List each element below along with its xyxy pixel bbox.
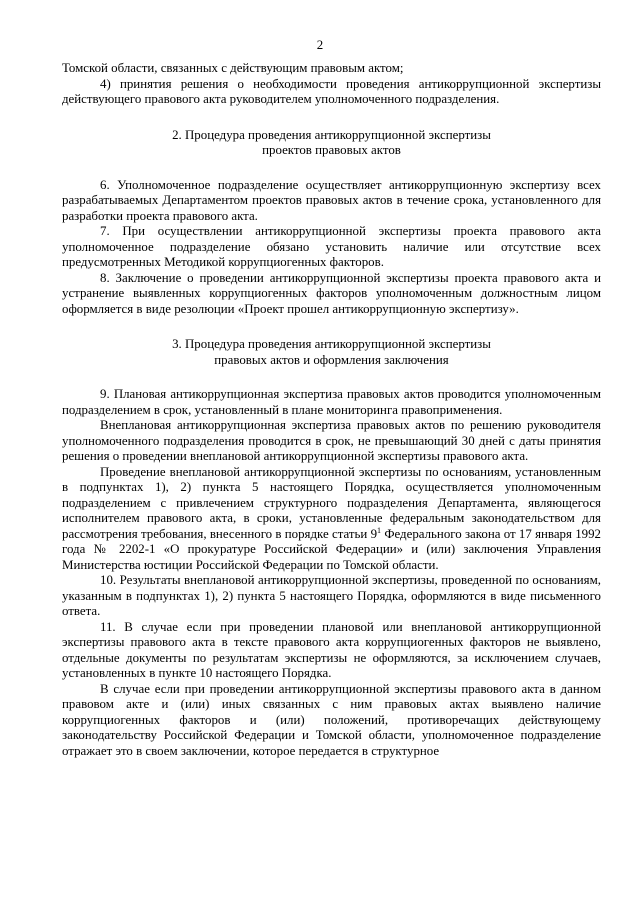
paragraph: 7. При осуществлении антикоррупционной экспертизы проекта правового акта уполномоченное подразделение обязано установить наличие или отсутствие всех предусмотренных Методикой коррупциогенных факторов. bbox=[62, 224, 601, 269]
section-3-heading bbox=[62, 337, 601, 368]
section-heading-line: 3. Процедура проведения антикоррупционной экспертизы bbox=[172, 337, 491, 351]
document-body bbox=[62, 61, 601, 759]
paragraph: 4) принятия решения о необходимости проведения антикоррупционной экспертизы действующего правового акта руководителем уполномоченного подразделения. bbox=[62, 76, 601, 106]
section-heading-line: правовых актов и оформления заключения bbox=[214, 352, 449, 367]
text-run: Федерального закона от 17 января 1992 года № 2202-1 «О прокуратуре Российской Федерации» и (или) заключения Управления Министерства юстиции Российской Федерации по Томской области. bbox=[62, 526, 601, 572]
paragraph: 11. В случае если при проведении плановой или внеплановой антикоррупционной экспертизы правового акта в тексте правового акта коррупциогенных факторов не выявлено, отдельные документы по результатам экспертизы не оформляются, за исключением случаев, установленных в пункте 10 настоящего Порядка. bbox=[62, 619, 601, 680]
paragraph: 9. Плановая антикоррупционная экспертиза правовых актов проводится уполномоченным подразделением в срок, установленный в плане мониторинга правоприменения. bbox=[62, 387, 601, 417]
paragraph: 8. Заключение о проведении антикоррупционной экспертизы проекта правового акта и устранение выявленных коррупциогенных факторов уполномоченным должностным лицом оформляется в виде резолюции «Проект прошел антикоррупционную экспертизу». bbox=[62, 270, 601, 316]
paragraph: В случае если при проведении антикоррупционной экспертизы правового акта в данном правовом акте и (или) иных связанных с ним правовых актах выявлено наличие коррупциогенных факторов и (или) положений, противоречащих действующему законодательству Российской Федерации и Томской области, уполномоченное подразделение отражает это в своем заключении, которое передается в структурное bbox=[62, 681, 601, 758]
paragraph bbox=[62, 465, 601, 574]
text-run: Проведение внеплановой антикоррупционной экспертизы по основаниям, установленным в подпунктах 1), 2) пункта 5 настоящего Порядка, осуществляется уполномоченным подразделением с привлечением структурного подразделения Департамента, являющегося исполнителем правового акта, в сроки, установленные федеральным законодательством для рассмотрения требования, внесенного в порядке статьи 9 bbox=[62, 464, 601, 541]
paragraph: 10. Результаты внеплановой антикоррупционной экспертизы, проведенной по основаниям, указанным в подпунктах 1), 2) пункта 5 настоящего Порядка, оформляются в виде письменного ответа. bbox=[62, 573, 601, 618]
section-heading-line: проектов правовых актов bbox=[262, 143, 401, 157]
section-heading-line: 2. Процедура проведения антикоррупционной экспертизы bbox=[172, 127, 491, 142]
superscript: 1 bbox=[377, 525, 382, 535]
section-2-heading bbox=[62, 128, 601, 159]
paragraph: Томской области, связанных с действующим правовым актом; bbox=[62, 61, 404, 75]
paragraph: 6. Уполномоченное подразделение осуществляет антикоррупционную экспертизу всех разрабатываемых Департаментом проектов правовых актов в течение срока, установленного для разработки проекта правового акта. bbox=[62, 177, 601, 223]
page-number: 2 bbox=[316, 38, 324, 52]
paragraph: Внеплановая антикоррупционная экспертиза правовых актов по решению руководителя уполномоченного подразделения проводится в срок, не превышающий 30 дней с даты принятия решения о проведении внеплановой антикоррупционной экспертизы правового акта. bbox=[62, 418, 601, 463]
